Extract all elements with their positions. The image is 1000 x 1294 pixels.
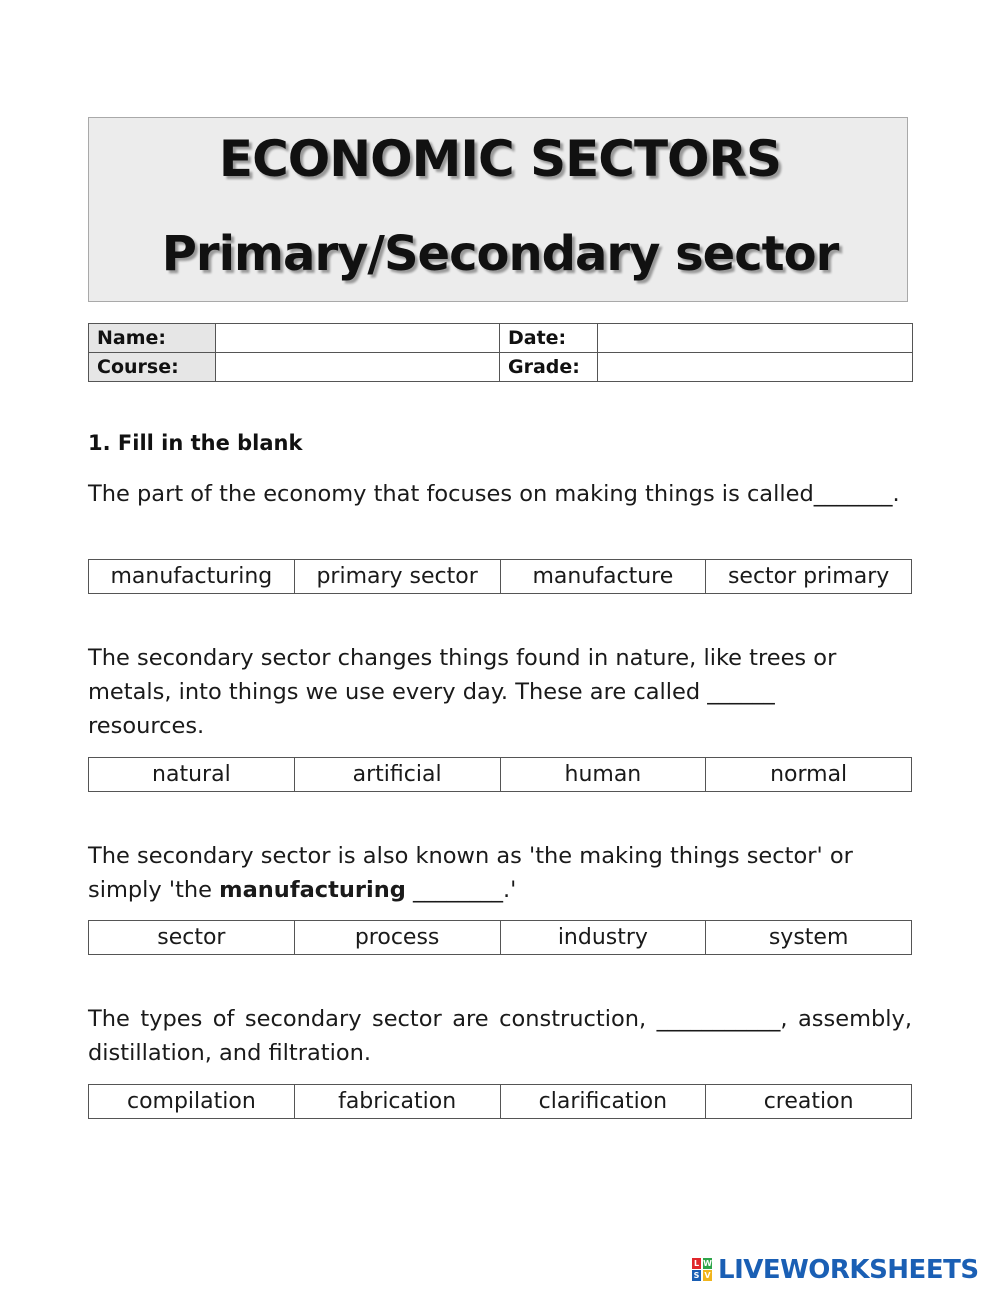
option-button[interactable]: fabrication — [294, 1085, 500, 1119]
brand-name: LIVEWORKSHEETS — [718, 1255, 979, 1285]
option-button[interactable]: creation — [706, 1085, 912, 1119]
worksheet-title: ECONOMIC SECTORS — [218, 130, 782, 188]
option-button[interactable]: process — [294, 921, 500, 955]
option-button[interactable]: primary sector — [294, 560, 500, 594]
question-3-text-start: The secondary sector is also known as 'the making things sector' or simply 'the — [88, 843, 853, 903]
option-button[interactable]: manufacture — [500, 560, 706, 594]
info-row — [89, 353, 913, 382]
question-2-options — [88, 757, 912, 792]
option-button[interactable]: system — [706, 921, 912, 955]
option-button[interactable]: human — [500, 758, 706, 792]
date-field[interactable] — [598, 324, 913, 353]
question-3-text — [88, 839, 912, 907]
worksheet-subtitle: Primary/Secondary sector — [161, 226, 839, 282]
info-row — [89, 324, 913, 353]
question-3-bold-word: manufacturing — [219, 877, 406, 903]
question-4-options — [88, 1084, 912, 1119]
course-field[interactable] — [216, 353, 500, 382]
date-label: Date: — [500, 324, 598, 353]
option-button[interactable]: normal — [706, 758, 912, 792]
question-2-text: The secondary sector changes things found in nature, like trees or metals, into things we use every day. These are called ______ resources. — [88, 645, 837, 739]
student-info-table — [88, 323, 913, 382]
option-button[interactable]: artificial — [294, 758, 500, 792]
option-button[interactable]: natural — [89, 758, 295, 792]
question-3-text-end: ________.' — [405, 877, 517, 903]
question-1-options — [88, 559, 912, 594]
question-1-text: The part of the economy that focuses on making things is called_______. — [88, 481, 900, 507]
question-4-text: The types of secondary sector are construction, ___________, assembly, distillation, and filtration. — [88, 1006, 912, 1066]
name-field[interactable] — [216, 324, 500, 353]
option-button[interactable]: sector primary — [706, 560, 912, 594]
option-button[interactable]: industry — [500, 921, 706, 955]
grade-field[interactable] — [598, 353, 913, 382]
section-heading: 1. Fill in the blank — [88, 431, 303, 455]
course-label: Course: — [89, 353, 216, 382]
name-label: Name: — [89, 324, 216, 353]
grade-label: Grade: — [500, 353, 598, 382]
option-button[interactable]: clarification — [500, 1085, 706, 1119]
liveworksheets-logo-icon: L W S V — [693, 1259, 712, 1280]
option-button[interactable]: compilation — [89, 1085, 295, 1119]
liveworksheets-logo — [692, 1256, 979, 1284]
question-3-options — [88, 920, 912, 955]
option-button[interactable]: sector — [89, 921, 295, 955]
option-button[interactable]: manufacturing — [89, 560, 295, 594]
